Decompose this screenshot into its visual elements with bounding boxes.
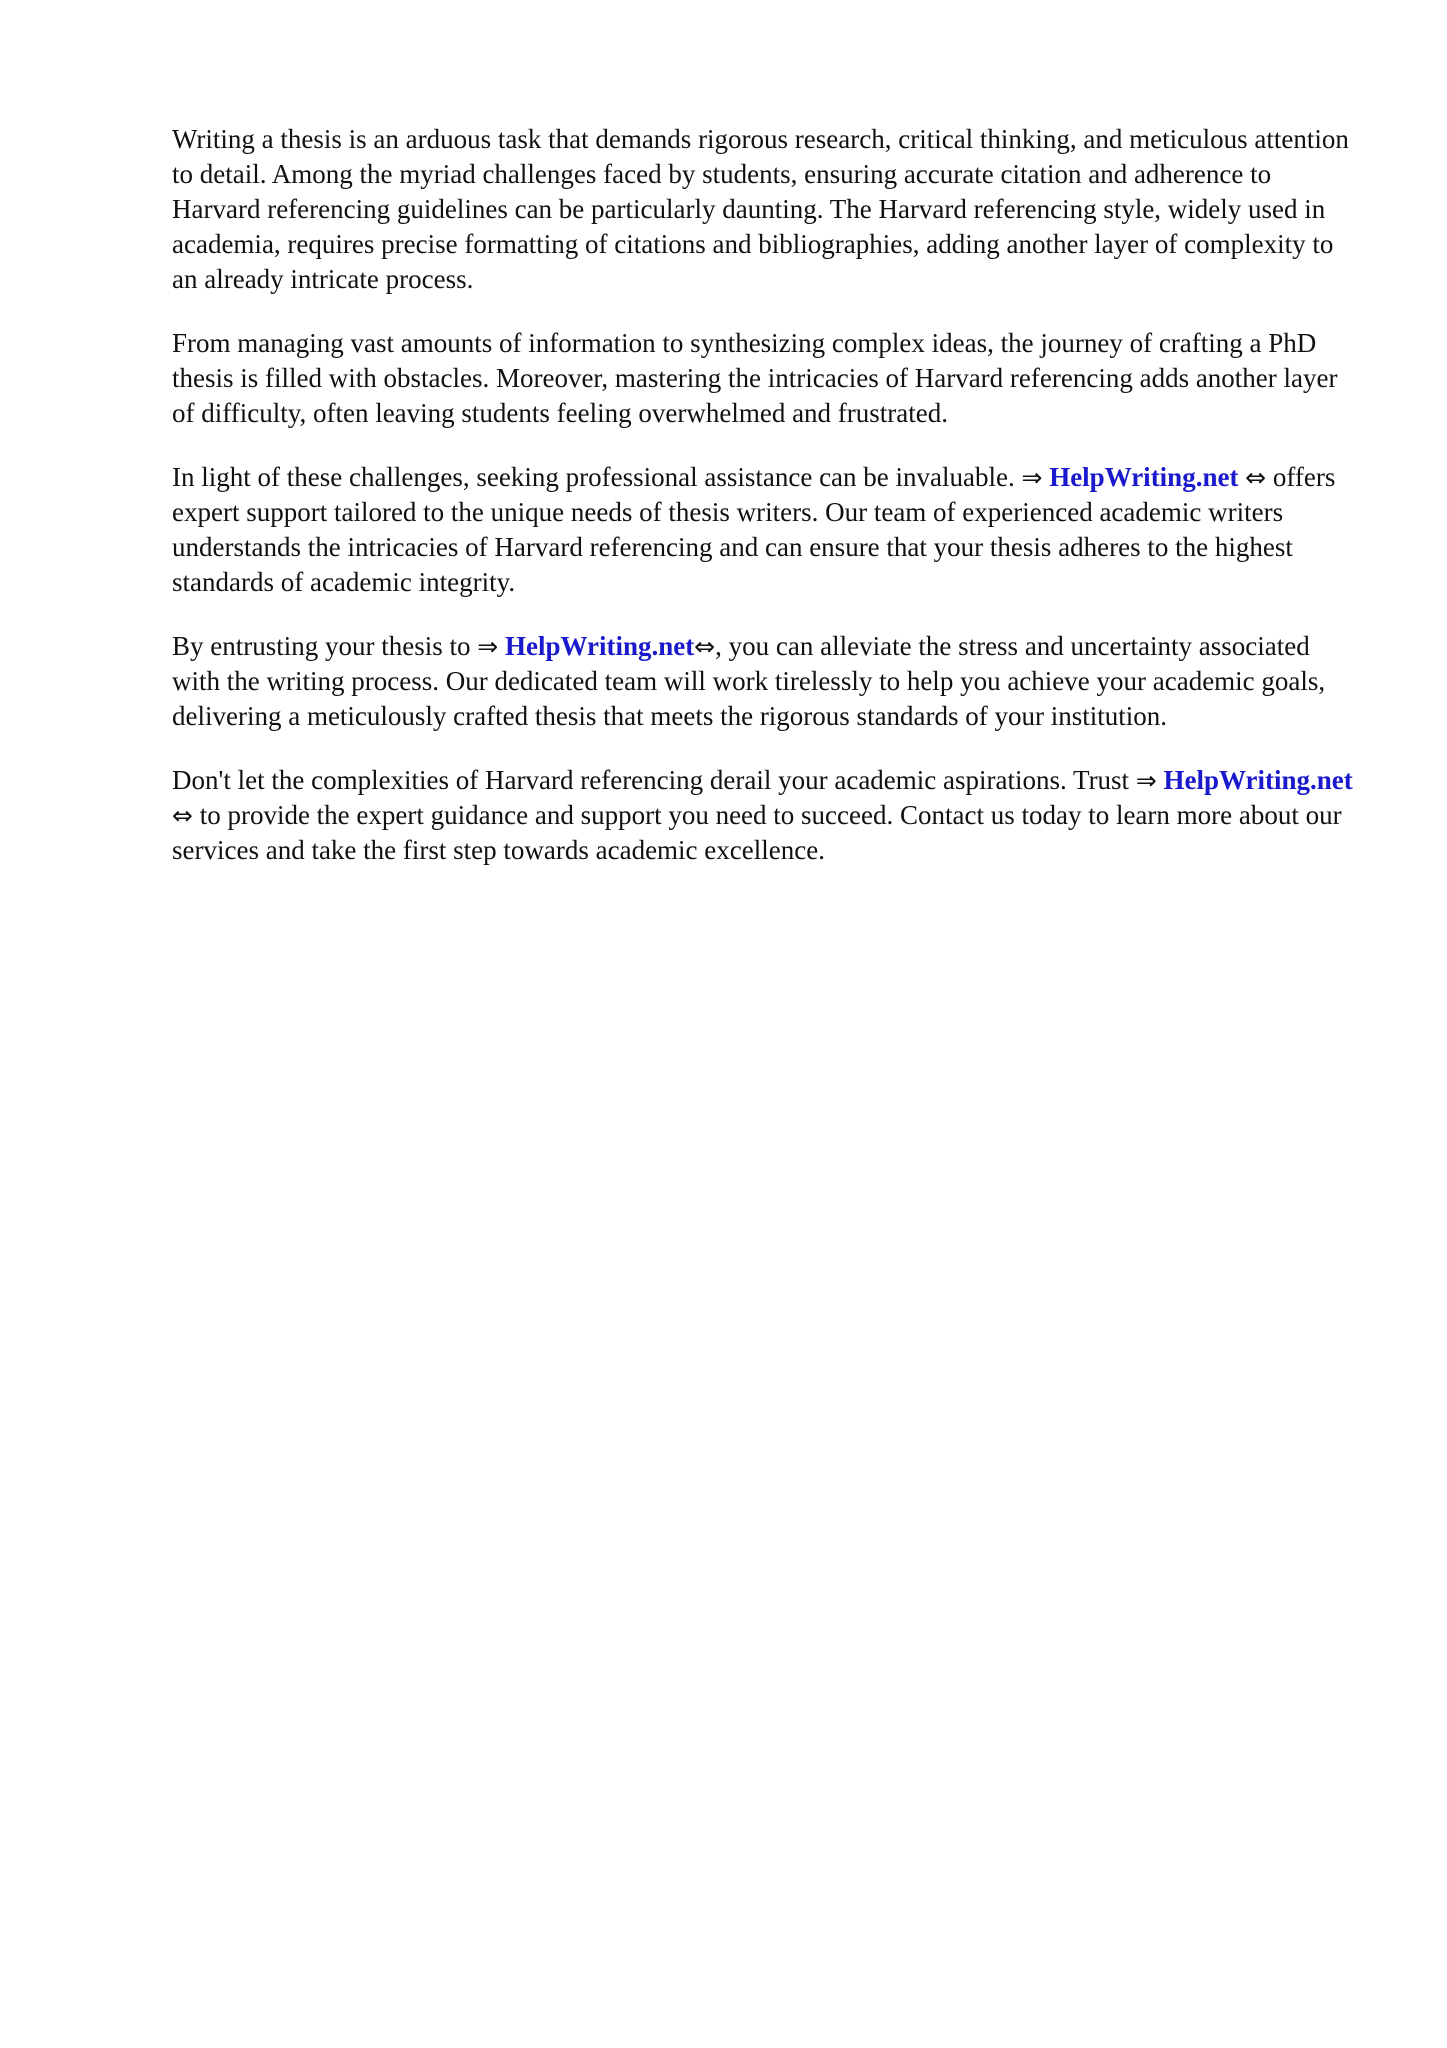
right-double-arrow-icon: ⇒ [1135,766,1157,795]
paragraph-challenges-text: From managing vast amounts of information to synthesizing complex ideas, the journey of crafting a PhD thesis is filled with obstacles. Moreover, mastering the intricacies of Harvard referencing adds another layer of difficulty, often leaving students feeling overwhelmed and frustrated. [172,328,1338,428]
paragraph-entrusting [172,629,1362,734]
helpwriting-link[interactable]: HelpWriting.net [1049,462,1239,492]
paragraph-closing-text-before: Don't let the complexities of Harvard referencing derail your academic aspirations. Trust [172,765,1136,795]
paragraph-challenges [172,326,1362,431]
paragraph-entrusting-text-after: , you can alleviate the stress and uncertainty associated with the writing process. Our dedicated team will work tirelessly to help you achieve your academic goals, delivering a meticulously crafted thesis that meets the rigorous standards of your institution. [172,631,1326,731]
paragraph-intro [172,122,1362,297]
paragraph-assistance [172,460,1362,600]
right-double-arrow-icon: ⇒ [1021,463,1043,492]
paragraph-closing [172,763,1362,868]
left-right-double-arrow-icon: ⇔ [1245,463,1267,492]
paragraph-assistance-text-before: In light of these challenges, seeking professional assistance can be invaluable. [172,462,1022,492]
helpwriting-link[interactable]: HelpWriting.net [504,631,695,661]
left-right-double-arrow-icon: ⇔ [694,632,716,661]
document-body [172,122,1362,897]
paragraph-assistance-text-after: offers expert support tailored to the unique needs of thesis writers. Our team of experienced academic writers understands the intricacies of Harvard referencing and can ensure that your thesis adheres to the highest standards of academic integrity. [172,462,1336,597]
paragraph-closing-text-after: to provide the expert guidance and support you need to succeed. Contact us today to learn more about our services and take the first step towards academic excellence. [172,800,1342,865]
paragraph-intro-text: Writing a thesis is an arduous task that demands rigorous research, critical thinking, and meticulous attention to detail. Among the myriad challenges faced by students, ensuring accurate citation and adherence to Harvard referencing guidelines can be particularly daunting. The Harvard referencing style, widely used in academia, requires precise formatting of citations and bibliographies, adding another layer of complexity to an already intricate process. [172,124,1349,294]
paragraph-entrusting-text-before: By entrusting your thesis to [172,631,478,661]
left-right-double-arrow-icon: ⇔ [172,801,193,830]
helpwriting-link[interactable]: HelpWriting.net [1163,765,1353,795]
right-double-arrow-icon: ⇒ [477,632,499,661]
